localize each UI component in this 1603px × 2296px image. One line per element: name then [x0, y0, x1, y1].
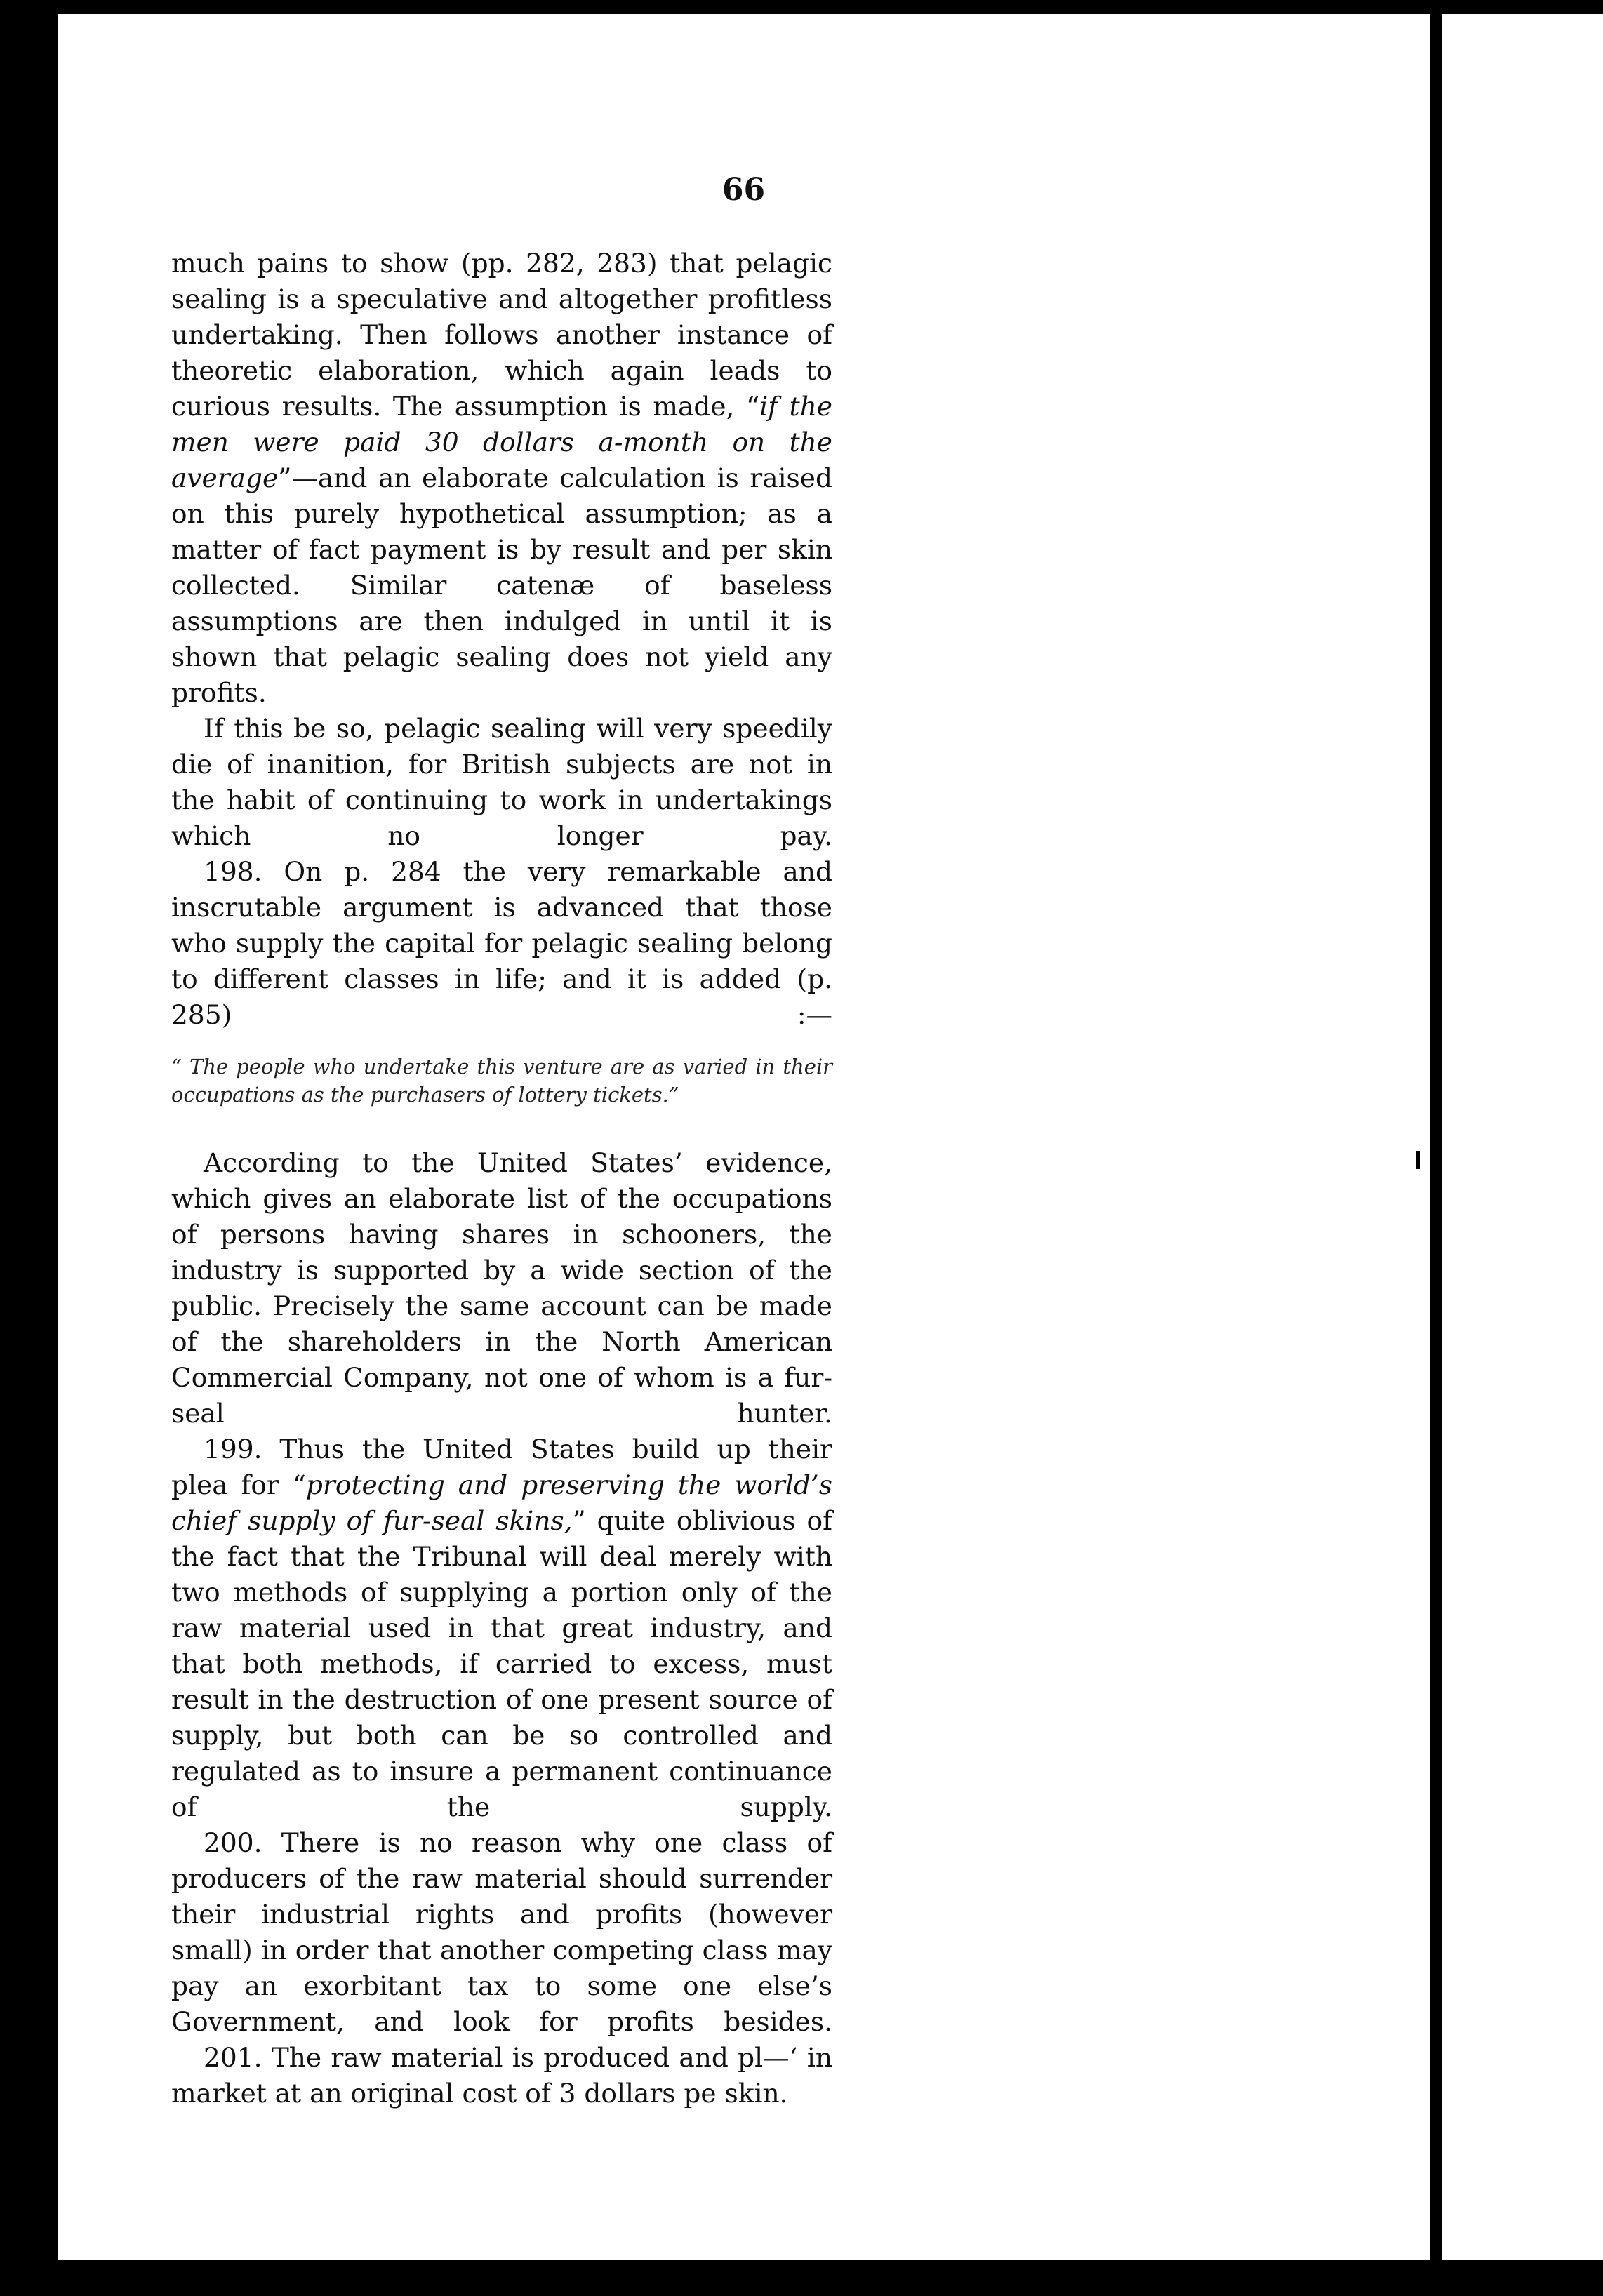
paragraph-198: 198. On p. 284 the very remarkable and inscrutable argument is advanced that those who supply the capital for pelagic sealing belong to different classes in life; and it is added (p. 285) :—: [171, 856, 832, 1030]
scan-border-top: [0, 0, 1603, 14]
paragraph-199-text: 199. Thus the United States build up their plea for “: [171, 1434, 832, 1500]
paragraph-199: [171, 1431, 832, 1825]
paragraph-200: 200. There is no reason why one class of producers of the raw material should surrender their industrial rights and profits (however small) in order that another competing class may pay an exorbitant tax to some one else’s Government, and look for profits besides.: [171, 1827, 832, 2037]
paragraph-evidence: According to the United States’ evidence, which gives an elaborate list of the occupations of persons having shares in schooners, the industry is supported by a wide section of the public. Precisely the same account can be made of the shareholders in the North American Commercial Company, not one of whom is a fur-seal hunter.: [171, 1147, 832, 1429]
scan-border-bottom: [0, 2260, 1603, 2296]
paragraph-1-italic: if the men were paid 30 dollars a-month on the average: [171, 391, 832, 493]
block-quote-lottery: “ The people who undertake this venture are as varied in their occupations as the purchasers of lottery tickets.”: [171, 1055, 832, 1107]
paragraph-inanition: If this be so, pelagic sealing will very speedily die of inanition, for British subjects are not in the habit of continuing to work in undertakings which no longer pay.: [171, 713, 832, 851]
paragraph-continued: [171, 246, 832, 711]
scan-mark: [1416, 1151, 1420, 1169]
page-number: 66: [721, 172, 766, 208]
paragraph-199-italic: protecting and preserving the world’s chief supply of fur-seal skins,: [171, 1469, 832, 1536]
text-column: [171, 246, 832, 2111]
right-page-edge: [1442, 14, 1603, 2260]
paragraph-1-end: ”—and an elaborate calculation is raised on this purely hypothetical assumption; as a matter of fact payment is by result and per skin collected. Similar catenæ of baseless assumptions are then indulged in until it is shown that pelagic sealing does not yield any profits.: [171, 462, 832, 708]
left-page: [58, 14, 1430, 2260]
paragraph-199-end: ” quite oblivious of the fact that the Tribunal will deal merely with two methods of supplying a portion only of the raw material used in that great industry, and that both methods, if carried to excess, must result in the destruction of one present source of supply, but both can be so controlled and regulated as to insure a permanent continuance of the supply.: [171, 1505, 832, 1822]
paragraph-1-text: much pains to show (pp. 282, 283) that pelagic sealing is a speculative and altogether profitless undertaking. Then follows another instance of theoretic elaboration, which again leads to curious results. The assumption is made, “: [171, 248, 832, 422]
page-gutter: [1430, 0, 1442, 2296]
paragraph-201: 201. The raw material is produced and pl—‘ in market at an original cost of 3 dollars pe skin.: [171, 2042, 832, 2109]
